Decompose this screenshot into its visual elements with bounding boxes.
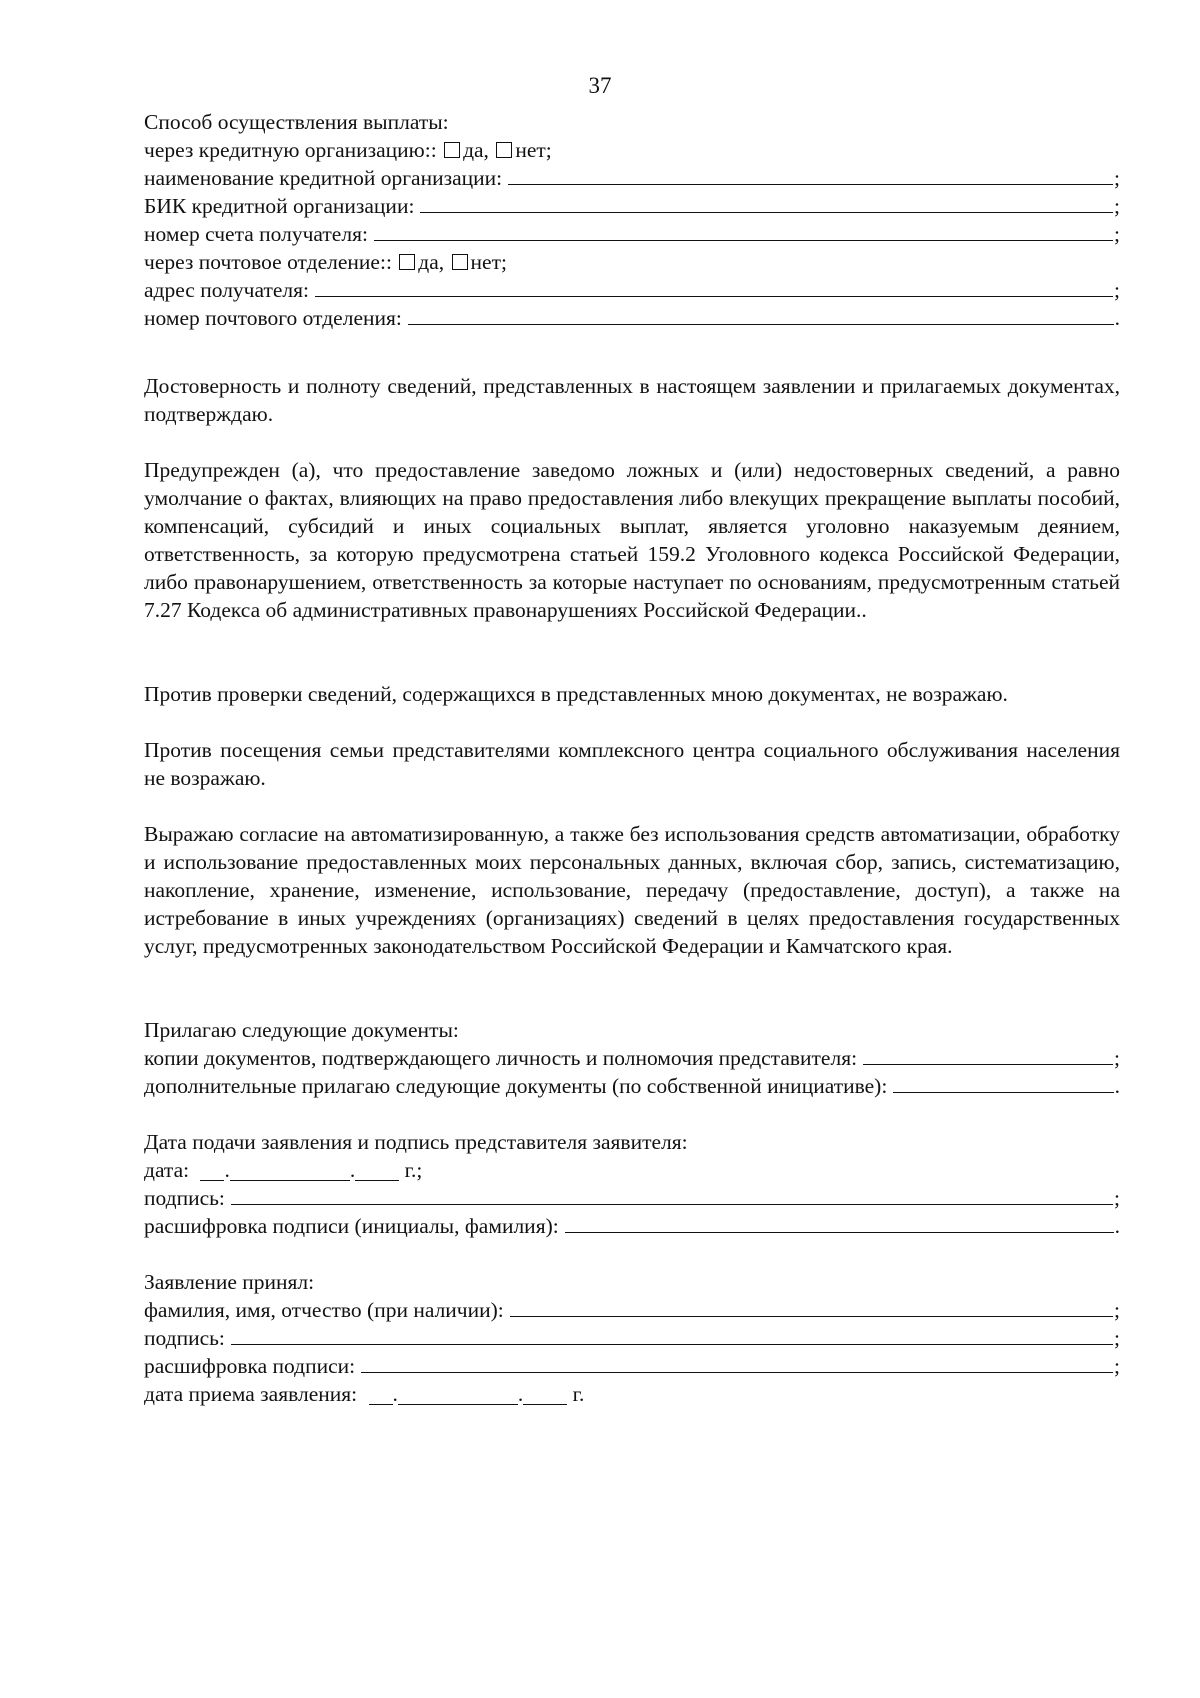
line-end-semicolon: ; <box>1114 1186 1120 1210</box>
page-number: 37 <box>588 73 612 98</box>
post-office-field[interactable] <box>408 304 1114 325</box>
submission-decode-label: расшифровка подписи (инициалы, фамилия): <box>144 1214 559 1238</box>
line-end-semicolon: ; <box>1114 278 1120 302</box>
address-row <box>144 276 1120 304</box>
line-end-semicolon: ; <box>1114 1354 1120 1378</box>
address-field[interactable] <box>315 276 1113 297</box>
account-field[interactable] <box>374 220 1113 241</box>
bank-name-label: наименование кредитной организации: <box>144 166 503 190</box>
line-end-semicolon: ; <box>1114 1046 1120 1070</box>
attachments-heading: Прилагаю следующие документы: <box>144 1018 459 1042</box>
line-end-semicolon: ; <box>1114 166 1120 190</box>
account-label: номер счета получателя: <box>144 222 368 246</box>
copies-label: копии документов, подтверждающего личность и полномочия представителя: <box>144 1046 858 1070</box>
acceptance-day-field[interactable] <box>369 1384 393 1405</box>
acceptance-fio-label: фамилия, имя, отчество (при наличии): <box>144 1298 504 1322</box>
post-office-label: номер почтового отделения: <box>144 306 402 330</box>
account-row <box>144 220 1120 248</box>
acceptance-signature-label: подпись: <box>144 1326 225 1350</box>
additional-docs-row <box>144 1072 1120 1100</box>
paragraph-confirmation: Достоверность и полноту сведений, представленных в настоящем заявлении и прилагаемых документах, подтверждаю. <box>144 374 1120 426</box>
submission-signature-label: подпись: <box>144 1186 225 1210</box>
bank-yes-checkbox[interactable] <box>444 142 460 158</box>
payment-method-section <box>144 108 1120 332</box>
post-no-checkbox[interactable] <box>452 254 468 270</box>
post-option-row <box>144 248 1120 276</box>
acceptance-decode-label: расшифровка подписи: <box>144 1354 356 1378</box>
submission-decode-field[interactable] <box>565 1212 1114 1233</box>
attachments-section <box>144 1016 1120 1100</box>
line-end-semicolon: ; <box>1114 1326 1120 1350</box>
line-end-semicolon: ; <box>1114 1298 1120 1322</box>
submission-year-suffix: г.; <box>404 1158 423 1182</box>
date-year-field[interactable] <box>355 1160 399 1181</box>
paragraph-verification: Против проверки сведений, содержащихся в представленных мною документах, не возражаю. <box>144 682 1008 706</box>
acceptance-date-row: дата приема заявления: . . г. <box>144 1382 585 1406</box>
acceptance-heading: Заявление принял: <box>144 1270 315 1294</box>
acceptance-month-field[interactable] <box>398 1384 518 1405</box>
address-label: адрес получателя: <box>144 278 310 302</box>
bank-no-checkbox[interactable] <box>496 142 512 158</box>
paragraph-home-visit: Против посещения семьи представителями комплексного центра социального обслуживания населения не возражаю. <box>144 738 1120 790</box>
submission-section <box>144 1128 1120 1240</box>
line-end-period: . <box>1114 1214 1120 1238</box>
post-yes-checkbox[interactable] <box>399 254 415 270</box>
post-option-label: через почтовое отделение:: <box>144 250 392 274</box>
acceptance-year-suffix: г. <box>572 1382 585 1406</box>
submission-date-label: дата: <box>144 1158 190 1182</box>
submission-heading: Дата подачи заявления и подпись представителя заявителя: <box>144 1130 688 1154</box>
post-office-row <box>144 304 1120 332</box>
submission-signature-row <box>144 1184 1120 1212</box>
copies-field[interactable] <box>863 1044 1113 1065</box>
acceptance-fio-row <box>144 1296 1120 1324</box>
line-end-period: . <box>1114 306 1120 330</box>
acceptance-decode-field[interactable] <box>361 1352 1113 1373</box>
acceptance-year-field[interactable] <box>523 1384 567 1405</box>
post-no-label: нет; <box>470 250 507 274</box>
post-yes-label: да, <box>418 250 445 274</box>
acceptance-date-label: дата приема заявления: <box>144 1382 358 1406</box>
additional-docs-label: дополнительные прилагаю следующие документы (по собственной инициативе): <box>144 1074 888 1098</box>
acceptance-signature-field[interactable] <box>231 1324 1113 1345</box>
line-end-semicolon: ; <box>1114 194 1120 218</box>
submission-decode-row <box>144 1212 1120 1240</box>
acceptance-fio-field[interactable] <box>510 1296 1113 1317</box>
acceptance-signature-row <box>144 1324 1120 1352</box>
copies-row <box>144 1044 1120 1072</box>
acceptance-section <box>144 1268 1120 1408</box>
bik-label: БИК кредитной организации: <box>144 194 415 218</box>
line-end-semicolon: ; <box>1114 222 1120 246</box>
bank-name-row <box>144 164 1120 192</box>
additional-docs-field[interactable] <box>893 1072 1113 1093</box>
submission-signature-field[interactable] <box>231 1184 1113 1205</box>
paragraph-personal-data-consent: Выражаю согласие на автоматизированную, а также без использования средств автоматизации, обработку и использование предоставленных моих персональных данных, включая сбор, запись, систематизацию, накопление, хранение, изменение, использование, передачу (предоставление, доступ), а также на истребование в иных учреждениях (организациях) сведений в целях предоставления государственных услуг, предусмотренных законодательством Российской Федерации и Камчатского края. <box>144 822 1120 958</box>
bank-option-label: через кредитную организацию:: <box>144 138 437 162</box>
payment-heading: Способ осуществления выплаты: <box>144 110 449 134</box>
bank-option-row <box>144 136 1120 164</box>
paragraph-warning: Предупрежден (а), что предоставление заведомо ложных и (или) недостоверных сведений, а равно умолчание о фактах, влияющих на право предоставления либо влекущих прекращение выплаты пособий, компенсаций, субсидий и иных социальных выплат, является уголовно наказуемым деянием, ответственность, за которую предусмотрена статьей 159.2 Уголовного кодекса Российской Федерации, либо правонарушением, ответственность за которые наступает по основаниям, предусмотренным статьей 7.27 Кодекса об административных правонарушениях Российской Федерации.. <box>144 458 1120 622</box>
bank-name-field[interactable] <box>508 164 1113 185</box>
submission-date-row: дата: . . г.; <box>144 1158 423 1182</box>
bank-no-label: нет; <box>515 138 552 162</box>
date-month-field[interactable] <box>230 1160 350 1181</box>
date-day-field[interactable] <box>200 1160 224 1181</box>
bik-row <box>144 192 1120 220</box>
line-end-period: . <box>1114 1074 1120 1098</box>
acceptance-decode-row <box>144 1352 1120 1380</box>
bank-yes-label: да, <box>463 138 489 162</box>
bik-field[interactable] <box>420 192 1113 213</box>
